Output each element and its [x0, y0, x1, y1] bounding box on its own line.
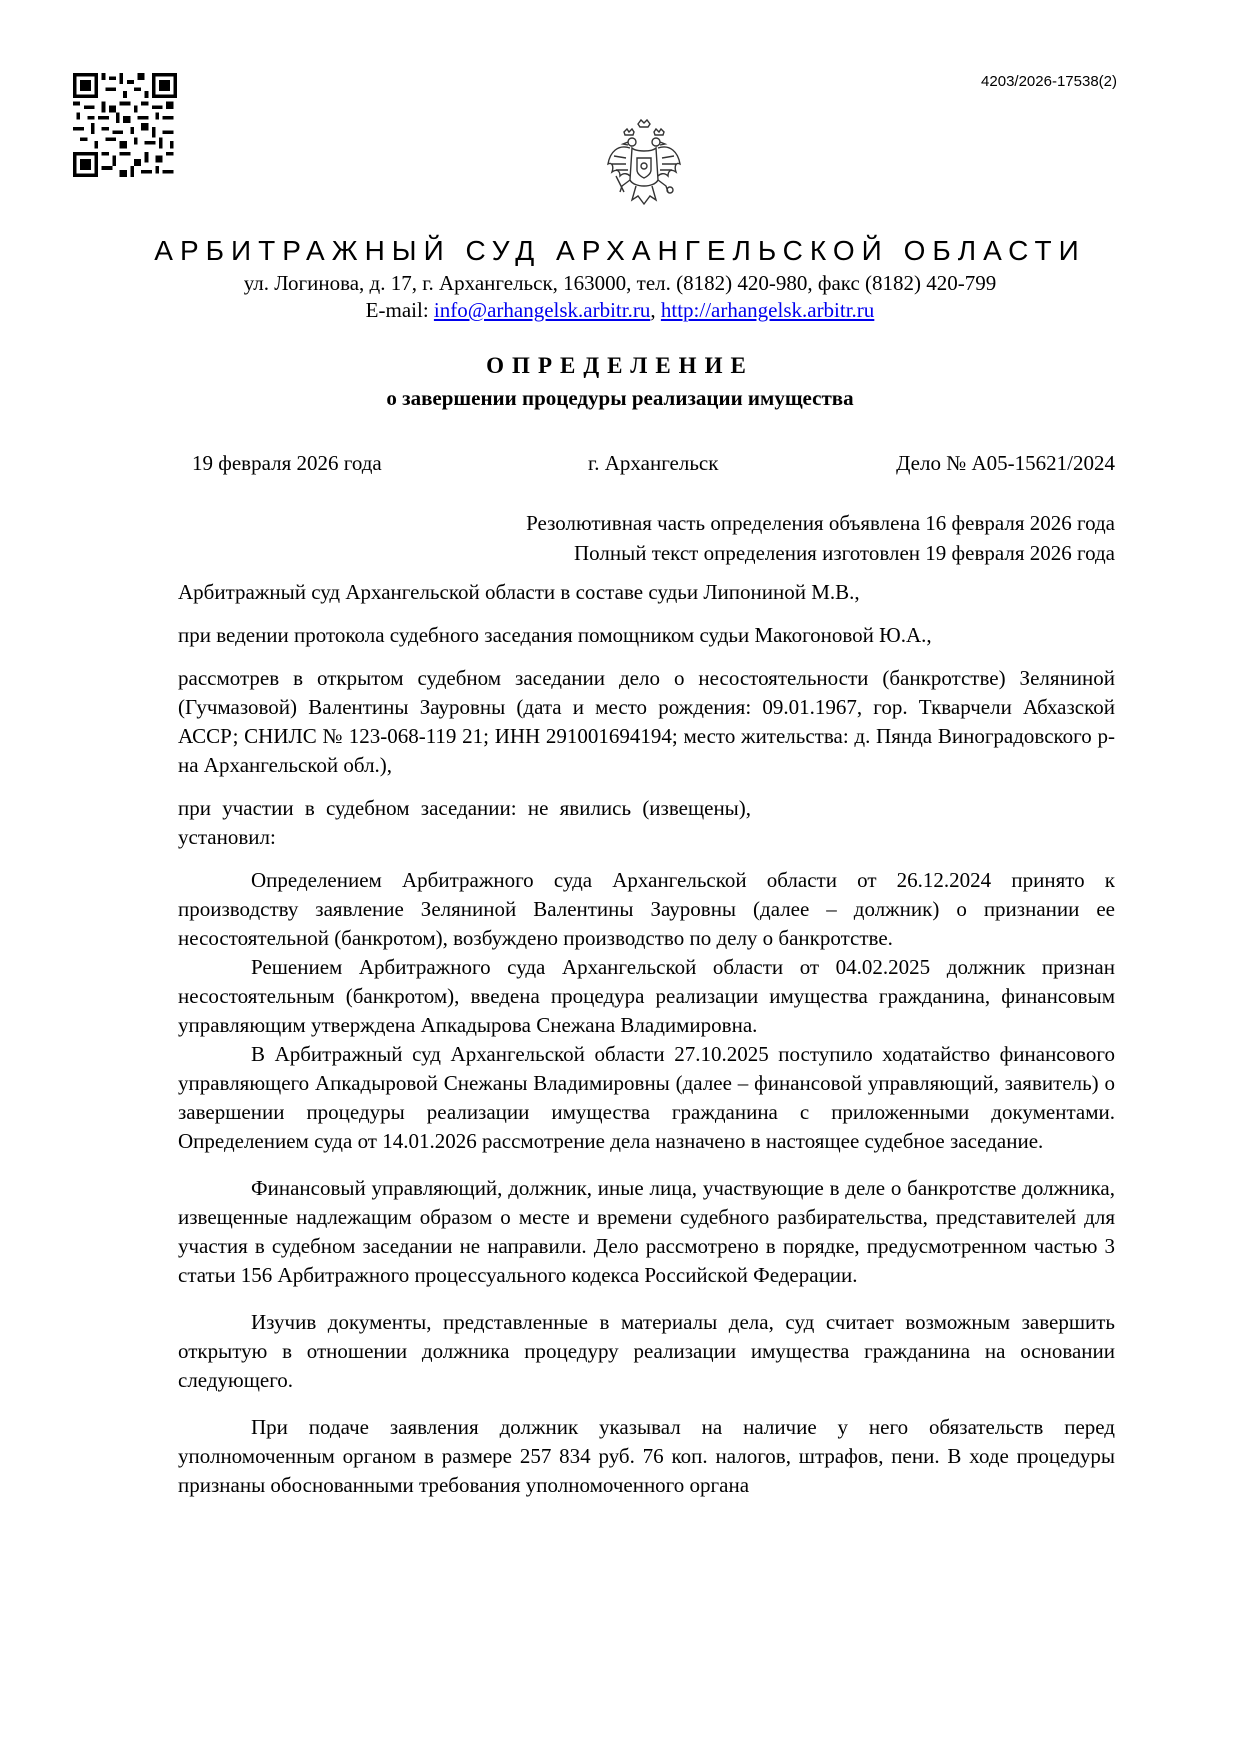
paragraph-conclusion: Изучив документы, представленные в материалы дела, суд считает возможным завершить открытую в отношении должника процедуру реализации имущества гражданина на основании следующего.	[178, 1310, 1115, 1392]
document-city: г. Архангельск	[588, 451, 719, 475]
document-body	[178, 578, 1115, 1500]
paragraph-absence: Финансовый управляющий, должник, иные лица, участвующие в деле о банкротстве должника, извещенные надлежащим образом о месте и времени судебного разбирательства, представителей для участия в судебном заседании не направили. Дело рассмотрено в порядке, предусмотренном частью 3 статьи 156 Арбитражного процессуального кодекса Российской Федерации.	[178, 1176, 1115, 1287]
paragraph-proceedings-start: Определением Арбитражного суда Архангельской области от 26.12.2024 принято к производству заявление Зеляниной Валентины Зауровны (далее – должник) о признании ее несостоятельной (банкротом), возбуждено производство по делу о банкротстве.	[178, 868, 1115, 950]
paragraph-protocol: при ведении протокола судебного заседания помощником судьи Макогоновой Ю.А.,	[178, 623, 932, 647]
full-text-date-note: Полный текст определения изготовлен 19 февраля 2026 года	[573, 541, 1115, 565]
contacts-separator: ,	[650, 298, 656, 322]
document-title: ОПРЕДЕЛЕНИЕ	[486, 353, 754, 378]
court-contacts	[0, 298, 1240, 323]
website-link[interactable]: http://arhangelsk.arbitr.ru	[660, 298, 875, 322]
paragraph-obligations: При подаче заявления должник указывал на наличие у него обязательств перед уполномоченным органом в размере 257 834 руб. 76 коп. налогов, штрафов, пени. В ходе процедуры признаны обоснованными требования уполномоченного органа	[178, 1415, 1115, 1497]
court-name: АРБИТРАЖНЫЙ СУД АРХАНГЕЛЬСКОЙ ОБЛАСТИ	[154, 235, 1086, 266]
document-subtitle: о завершении процедуры реализации имущества	[386, 386, 854, 410]
document-date: 19 февраля 2026 года	[192, 451, 382, 475]
coat-of-arms-icon	[602, 118, 686, 210]
court-address: ул. Логинова, д. 17, г. Архангельск, 163000, тел. (8182) 420-980, факс (8182) 420-799	[243, 271, 997, 295]
resolution-date-note: Резолютивная часть определения объявлена 16 февраля 2026 года	[526, 511, 1115, 535]
paragraph-bankruptcy-decision: Решением Арбитражного суда Архангельской области от 04.02.2025 должник признан несостоятельным (банкротом), введена процедура реализации имущества гражданина, финансовым управляющим утверждена Апкадырова Снежана Владимировна.	[178, 955, 1115, 1037]
document-number: 4203/2026-17538(2)	[981, 73, 1117, 90]
paragraph-participants: при участии в судебном заседании: не явились (извещены),	[178, 796, 752, 820]
qr-code	[73, 73, 177, 177]
email-link[interactable]: info@arhangelsk.arbitr.ru	[433, 298, 651, 322]
case-number: Дело № А05-15621/2024	[896, 451, 1115, 475]
paragraph-petition: В Арбитражный суд Архангельской области 27.10.2025 поступило ходатайство финансового управляющего Апкадыровой Снежаны Владимировны (далее – финансовой управляющий, заявитель) о завершении процедуры реализации имущества гражданина с приложенными документами. Определением суда от 14.01.2026 рассмотрение дела назначено в настоящее судебное заседание.	[178, 1042, 1115, 1153]
dates-notes	[526, 508, 1115, 568]
paragraph-case-description: рассмотрев в открытом судебном заседании дело о несостоятельности (банкротстве) Зеляниной (Гучмазовой) Валентины Зауровны (дата и место рождения: 09.01.1967, гор. Ткварчели Абхазской АССР; СНИЛС № 123-068-119 21; ИНН 291001694194; место жительства: д. Пянда Виноградовского р-на Архангельской обл.),	[178, 666, 1115, 777]
paragraph-court-composition: Арбитражный суд Архангельской области в составе судьи Липониной М.В.,	[178, 580, 860, 604]
paragraph-established: установил:	[178, 825, 276, 849]
email-label: E-mail:	[365, 298, 429, 322]
